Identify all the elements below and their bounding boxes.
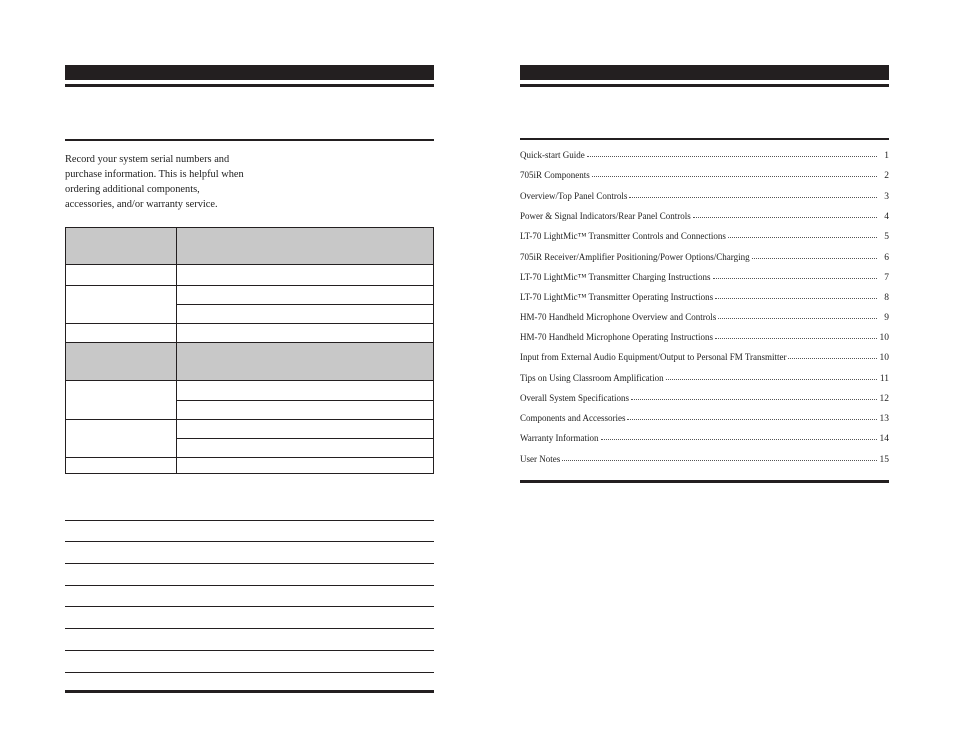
toc-entry-title: 705iR Components <box>520 170 590 180</box>
bottom-rule <box>65 690 434 693</box>
dot-leader <box>728 236 877 238</box>
toc-entry[interactable] <box>520 231 889 245</box>
toc-entry-title: LT-70 LightMic™ Transmitter Controls and Connections <box>520 231 726 241</box>
table-header-row <box>66 228 434 265</box>
table-cell <box>177 420 434 439</box>
intro-paragraph: Record your system serial numbers and purchase information. This is helpful when ordering additional components, accessories, and/or warranty service. <box>65 154 244 210</box>
toc-entry-title: User Notes <box>520 454 561 464</box>
toc-entry-page: 11 <box>879 374 889 384</box>
toc-entry-title: HM-70 Handheld Microphone Overview and Controls <box>520 312 717 322</box>
toc-entry[interactable] <box>520 433 889 447</box>
header-bar <box>65 65 434 80</box>
table-cell <box>66 381 177 420</box>
table-cell <box>177 343 434 381</box>
toc-entry-title: LT-70 LightMic™ Transmitter Operating Instructions <box>520 292 714 302</box>
toc-entry-title: Quick-start Guide <box>520 150 585 160</box>
table-cell <box>177 286 434 305</box>
toc-entry-page: 13 <box>879 414 889 424</box>
toc-entry-title: Input from External Audio Equipment/Output to Personal FM Transmitter <box>520 352 787 362</box>
table-cell <box>177 265 434 286</box>
section-divider <box>65 139 434 141</box>
bottom-rule <box>520 480 889 483</box>
header-bar <box>520 65 889 80</box>
toc-entry[interactable] <box>520 191 889 205</box>
toc-entry[interactable] <box>520 413 889 427</box>
toc-entry-page: 4 <box>884 212 889 222</box>
notes-line <box>65 541 434 542</box>
table-cell <box>177 324 434 343</box>
table-cell <box>177 305 434 324</box>
toc-entry-page: 2 <box>884 171 889 181</box>
toc-entry-title: Overview/Top Panel Controls <box>520 191 628 201</box>
toc-entry[interactable] <box>520 211 889 225</box>
dot-leader <box>562 459 877 461</box>
dot-leader <box>601 438 878 440</box>
header-rule <box>520 84 889 87</box>
table-cell <box>66 228 177 265</box>
table-row <box>66 286 434 305</box>
table-cell <box>66 265 177 286</box>
dot-leader <box>718 317 877 319</box>
table-row <box>66 420 434 439</box>
table-cell <box>66 458 177 474</box>
toc-entry-title: Components and Accessories <box>520 413 626 423</box>
toc-entry-page: 15 <box>879 455 889 465</box>
toc-entry-page: 1 <box>884 151 889 161</box>
toc-entry-title: HM-70 Handheld Microphone Operating Instructions <box>520 332 713 342</box>
table-cell <box>177 381 434 401</box>
toc-entry-title: 705iR Receiver/Amplifier Positioning/Power Options/Charging <box>520 252 750 262</box>
table-row <box>66 458 434 474</box>
toc-entry[interactable] <box>520 332 889 346</box>
table-cell <box>66 324 177 343</box>
table-cell <box>177 439 434 458</box>
toc-entry-page: 8 <box>884 293 889 303</box>
dot-leader <box>752 257 877 259</box>
notes-line <box>65 563 434 564</box>
dot-leader <box>715 337 877 339</box>
notes-line <box>65 628 434 629</box>
toc-entry[interactable] <box>520 352 889 366</box>
table-cell <box>177 228 434 265</box>
table-header-row <box>66 343 434 381</box>
dot-leader <box>587 155 877 157</box>
dot-leader <box>715 297 877 299</box>
toc-entry-page: 10 <box>879 353 889 363</box>
dot-leader <box>629 196 877 198</box>
table-row <box>66 381 434 401</box>
toc-entry-page: 5 <box>884 232 889 242</box>
serial-number-record-table <box>65 227 434 474</box>
table-cell <box>177 401 434 420</box>
table-cell <box>177 458 434 474</box>
notes-line <box>65 585 434 586</box>
toc-entry-title: Power & Signal Indicators/Rear Panel Controls <box>520 211 691 221</box>
notes-line <box>65 606 434 607</box>
toc-entry-title: LT-70 LightMic™ Transmitter Charging Instructions <box>520 272 711 282</box>
toc-entry[interactable] <box>520 373 889 387</box>
dot-leader <box>666 378 877 380</box>
dot-leader <box>693 216 877 218</box>
toc-entry[interactable] <box>520 252 889 266</box>
notes-line <box>65 520 434 521</box>
toc-entry-page: 12 <box>879 394 889 404</box>
table-row <box>66 324 434 343</box>
toc-entry-page: 14 <box>879 434 889 444</box>
notes-line <box>65 672 434 673</box>
toc-entry-page: 9 <box>884 313 889 323</box>
table-cell <box>66 420 177 458</box>
toc-entry[interactable] <box>520 454 889 468</box>
toc-entry[interactable] <box>520 150 889 164</box>
table-row <box>66 265 434 286</box>
toc-entry[interactable] <box>520 292 889 306</box>
dot-leader <box>713 277 878 279</box>
dot-leader <box>631 398 877 400</box>
toc-entry-title: Warranty Information <box>520 433 599 443</box>
table-cell <box>66 343 177 381</box>
dot-leader <box>627 418 877 420</box>
toc-entry-title: Overall System Specifications <box>520 393 629 403</box>
right-page <box>520 0 889 738</box>
toc-entry[interactable] <box>520 393 889 407</box>
toc-entry-page: 10 <box>879 333 889 343</box>
toc-entry-title: Tips on Using Classroom Amplification <box>520 373 664 383</box>
left-page <box>65 0 434 738</box>
header-rule <box>65 84 434 87</box>
toc-entry[interactable] <box>520 312 889 326</box>
toc-entry-page: 3 <box>884 192 889 202</box>
toc-entry-page: 6 <box>884 253 889 263</box>
section-divider <box>520 138 889 140</box>
dot-leader <box>592 175 877 177</box>
table-cell <box>66 286 177 324</box>
dot-leader <box>788 357 877 359</box>
notes-line <box>65 650 434 651</box>
toc-entry[interactable] <box>520 272 889 286</box>
toc-entry-page: 7 <box>884 273 889 283</box>
toc-entry[interactable] <box>520 170 889 184</box>
